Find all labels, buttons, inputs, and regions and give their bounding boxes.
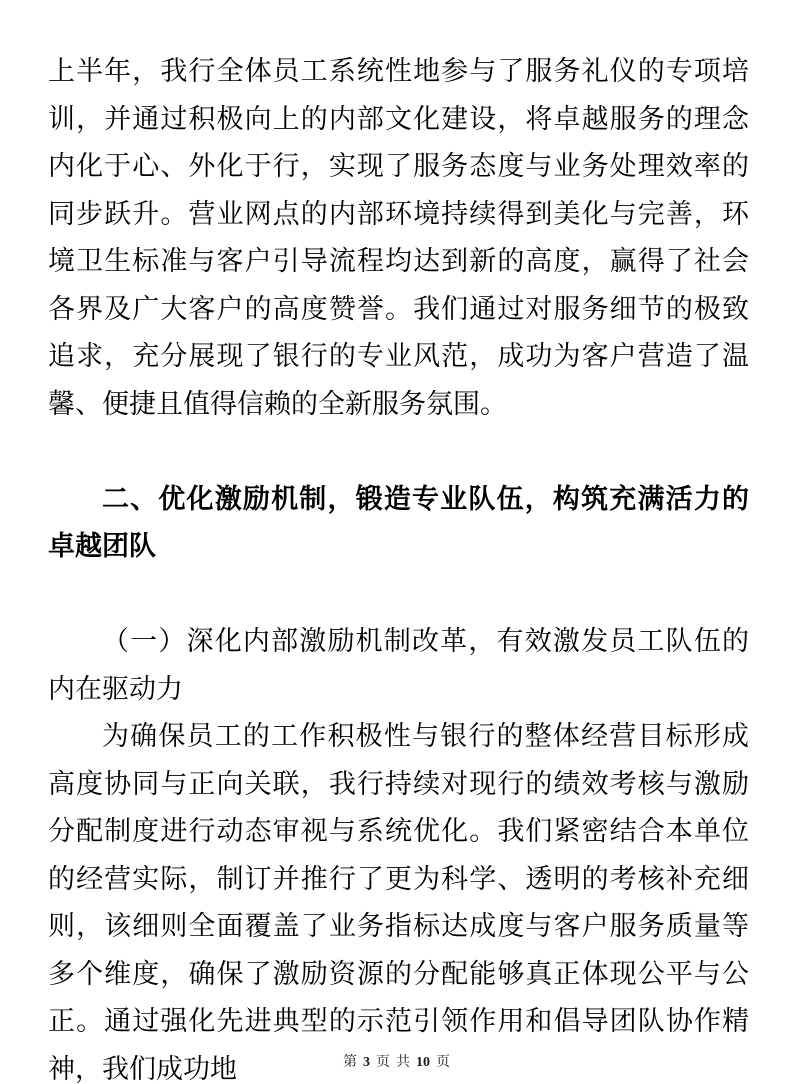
footer-label-di: 第: [343, 1055, 357, 1070]
section-heading-incentive-mechanism: 二、优化激励机制，锻造专业队伍，构筑充满活力的卓越团队: [48, 483, 749, 561]
paragraph-performance-appraisal: 为确保员工的工作积极性与银行的整体经营目标形成高度协同与正向关联，我行持续对现行的绩效考核与激励分配制度进行动态审视与系统优化。我们紧密结合本单位的经营实际，制订并推行了更为科学、透明的考核补充细则，该细则全面覆盖了业务指标达成度与客户服务质量等多个维度，确保了激励资源的分配能够真正体现公平与公正。通过强化先进典型的示范引领作用和倡导团队协作精神，我们成功地: [48, 721, 749, 1084]
paragraph-service-culture: 上半年，我行全体员工系统性地参与了服务礼仪的专项培训，并通过积极向上的内部文化建设，将卓越服务的理念内化于心、外化于行，实现了服务态度与业务处理效率的同步跃升。营业网点的内部环境持续得到美化与完善，环境卫生标准与客户引导流程均达到新的高度，赢得了社会各界及广大客户的高度赞誉。我们通过对服务细节的极致追求，充分展现了银行的专业风范，成功为客户营造了温馨、便捷且值得信赖的全新服务氛围。: [48, 56, 749, 419]
footer-total-pages-number: 10: [416, 1055, 430, 1070]
document-content: [48, 48, 749, 1084]
footer-label-gong: 共: [396, 1055, 410, 1070]
footer-label-ye: 页: [376, 1055, 390, 1070]
page-footer: [0, 1054, 793, 1072]
subsection-heading-internal-incentive-reform: （一）深化内部激励机制改革，有效激发员工队伍的内在驱动力: [48, 626, 749, 704]
footer-label-ye-total: 页: [436, 1055, 450, 1070]
footer-current-page-number: 3: [363, 1055, 370, 1070]
